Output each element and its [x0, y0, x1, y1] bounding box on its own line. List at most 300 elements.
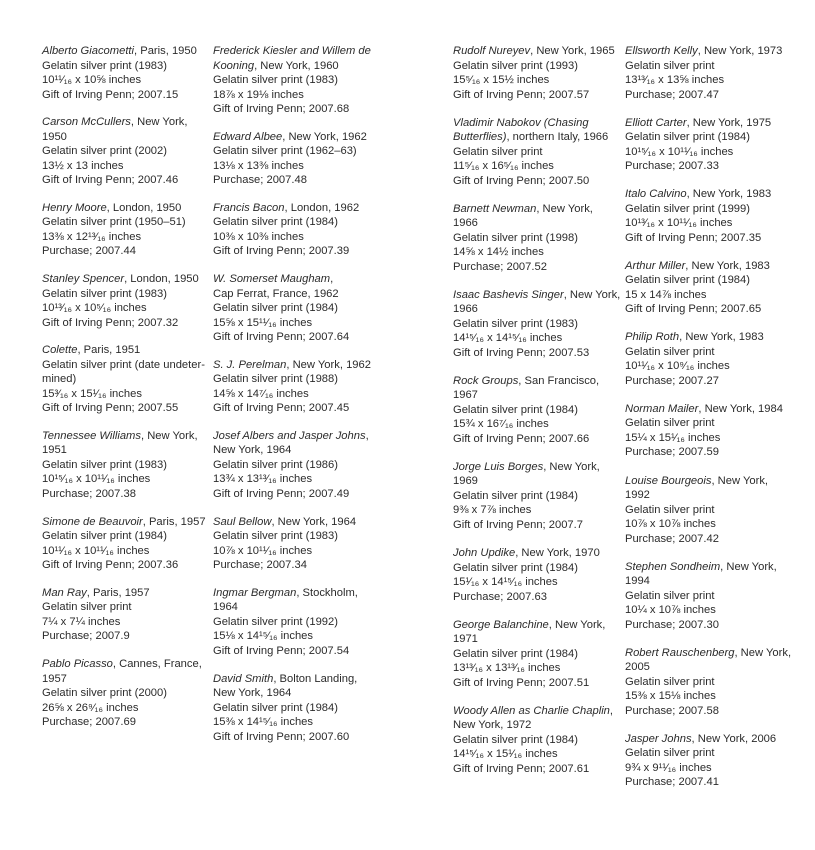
entry-credit: Purchase; 2007.63 [453, 590, 547, 603]
entry-credit: Gift of Irving Penn; 2007.55 [42, 402, 179, 415]
place-date: , [330, 273, 334, 286]
catalog-entry [625, 402, 795, 460]
place-date: , New York, 1962 [286, 358, 371, 371]
entry-dimensions: 15⅝ x 15¹¹⁄₁₆ inches [213, 316, 313, 329]
entry-dimensions: 10⅞ x 10¹¹⁄₁₆ inches [213, 544, 313, 557]
entry-dimensions: 15¹⁄₁₆ x 14¹⁵⁄₁₆ inches [453, 576, 558, 589]
entry-dimensions: 14⅝ x 14½ inches [453, 246, 544, 259]
catalog-entry [42, 44, 207, 102]
portrait-subject: Norman Mailer [625, 402, 699, 415]
entry-title-line [625, 44, 795, 59]
entry-credit: Purchase; 2007.38 [42, 487, 136, 500]
catalog-entry [42, 586, 207, 644]
entry-credit: Purchase; 2007.52 [453, 260, 547, 273]
entry-medium: Gelatin silver print (1983) [42, 287, 167, 300]
entry-title-line [42, 201, 207, 216]
entry-title-line [625, 488, 795, 503]
place-date: , Paris, 1951 [77, 344, 141, 357]
place-date: 1951 [42, 444, 67, 457]
entry-dimensions: 18⅞ x 19⅛ inches [213, 88, 304, 101]
entry-dimensions: 15⅜ x 15⅛ inches [625, 690, 716, 703]
place-date: , New York, [130, 116, 188, 129]
entry-medium: Gelatin silver print [625, 417, 715, 430]
entry-title-line [625, 660, 795, 675]
entry-title-line [453, 216, 618, 231]
entry-credit: Purchase; 2007.34 [213, 559, 307, 572]
entry-title-line [453, 44, 618, 59]
catalog-entry [625, 646, 795, 719]
catalog-column-1 [42, 44, 207, 743]
entry-medium: Gelatin silver print (1984) [453, 489, 578, 502]
place-date: , Paris, 1950 [134, 45, 197, 57]
entry-credit: Gift of Irving Penn; 2007.61 [453, 762, 590, 775]
entry-title-line [213, 686, 393, 701]
place-date: 1966 [453, 217, 478, 230]
catalog-entry [453, 618, 618, 691]
place-date: , New York, [720, 560, 777, 573]
place-date: , New York, [711, 474, 769, 487]
place-date: 1964 [213, 601, 238, 614]
entry-dimensions: 10¹⁵⁄₁₆ x 10¹¹⁄₁₆ inches [625, 145, 734, 158]
portrait-subject: Henry Moore [42, 201, 107, 214]
entry-credit: Gift of Irving Penn; 2007.15 [42, 88, 179, 101]
place-date: , New York, 1984 [698, 402, 783, 415]
entry-credit: Gift of Irving Penn; 2007.46 [42, 174, 179, 187]
entry-credit: Gift of Irving Penn; 2007.7 [453, 518, 583, 531]
entry-title-line [42, 343, 207, 358]
entry-credit: Purchase; 2007.69 [42, 716, 136, 728]
entry-title-line [42, 657, 207, 672]
place-date: , London, 1962 [284, 201, 360, 214]
entry-medium: Gelatin silver print (1988) [213, 373, 338, 386]
catalog-entry [453, 202, 618, 275]
portrait-subject: Edward Albee [213, 130, 283, 143]
entry-credit: Purchase; 2007.33 [625, 160, 719, 173]
portrait-subject: Rock Groups [453, 374, 519, 387]
place-date: , New York, [536, 202, 593, 215]
catalog-entry [625, 732, 795, 790]
catalog-entry [213, 272, 393, 345]
entry-medium: Gelatin silver print [625, 59, 715, 72]
entry-medium: Gelatin silver print [625, 589, 715, 602]
portrait-subject: Kooning [213, 59, 255, 72]
place-date: New York, 1964 [213, 444, 292, 457]
entry-dimensions: 10¹¹⁄₁₆ x 10⅝ inches [42, 74, 142, 86]
entry-medium: Gelatin silver print [625, 747, 715, 760]
portrait-subject: Saul Bellow [213, 515, 272, 528]
place-date: , New York, [543, 460, 600, 473]
entry-title-line [453, 374, 618, 389]
entry-credit: Gift of Irving Penn; 2007.60 [213, 730, 350, 743]
portrait-subject: Butterflies) [453, 131, 507, 144]
entry-title-line [42, 130, 207, 145]
entry-title-line [213, 672, 393, 687]
entry-title-line [42, 515, 207, 530]
catalog-entry [213, 429, 393, 502]
entry-dimensions: 10¹³⁄₁₆ x 10¹¹⁄₁₆ inches [625, 217, 733, 230]
catalog-entry [213, 672, 393, 745]
entry-credit: Purchase; 2007.47 [625, 88, 719, 101]
entry-dimensions: 14¹⁵⁄₁₆ x 15¹⁄₁₆ inches [453, 748, 558, 761]
catalog-entry [453, 44, 618, 102]
entry-title-line [213, 515, 393, 530]
entry-title-line [453, 632, 618, 647]
entry-dimensions: 10¹³⁄₁₆ x 10⁵⁄₁₆ inches [42, 302, 147, 315]
entry-title-line [625, 646, 795, 661]
portrait-subject: Tennessee Williams [42, 429, 141, 442]
place-date: , New York, 1965 [530, 45, 615, 57]
entry-dimensions: 10¹⁵⁄₁₆ x 10¹¹⁄₁₆ inches [42, 473, 151, 486]
entry-medium: Gelatin silver print (1984) [453, 733, 578, 746]
portrait-subject: Man Ray [42, 586, 87, 599]
entry-title-line [213, 586, 393, 601]
entry-dimensions: 14⅝ x 14⁷⁄₁₆ inches [213, 387, 309, 400]
catalog-entry [42, 515, 207, 573]
entry-credit: Purchase; 2007.27 [625, 374, 719, 387]
portrait-subject: Francis Bacon [213, 201, 285, 214]
place-date: , New York, 1983 [685, 259, 770, 272]
portrait-subject: Rudolf Nureyev [453, 45, 531, 57]
entry-dimensions: 15³⁄₁₆ x 15¹⁄₁₆ inches [42, 387, 142, 400]
entry-credit: Gift of Irving Penn; 2007.53 [453, 346, 590, 359]
entry-credit: Gift of Irving Penn; 2007.36 [42, 559, 179, 572]
entry-medium: Gelatin silver print (1984) [213, 701, 338, 714]
portrait-subject: Vladimir Nabokov (Chasing [453, 116, 589, 129]
place-date: , New York, [140, 429, 198, 442]
entry-medium: Gelatin silver print [625, 345, 715, 358]
place-date: 1966 [453, 303, 478, 316]
entry-medium: Gelatin silver print [625, 503, 715, 516]
entry-dimensions: 11⁵⁄₁₆ x 16⁵⁄₁₆ inches [453, 160, 554, 173]
entry-credit: Purchase; 2007.48 [213, 174, 307, 187]
catalog-entry [625, 187, 795, 245]
portrait-subject: John Updike [453, 547, 516, 560]
entry-dimensions: 15⅛ x 14¹⁵⁄₁₆ inches [213, 630, 313, 643]
catalog-entry [213, 44, 393, 117]
place-date: , Stockholm, [296, 586, 358, 599]
entry-medium: Gelatin silver print (1984) [213, 216, 338, 229]
entry-title-line [213, 201, 393, 216]
place-date: , [609, 704, 614, 717]
entry-credit: Gift of Irving Penn; 2007.35 [625, 231, 762, 244]
entry-title-line [453, 474, 618, 489]
entry-credit: Gift of Irving Penn; 2007.45 [213, 402, 350, 415]
catalog-entry [213, 358, 393, 416]
place-date: , London, 1950 [124, 273, 199, 286]
entry-medium: Gelatin silver print [453, 145, 543, 158]
catalog-entry [625, 330, 795, 388]
entry-medium: Gelatin silver print (1984) [453, 561, 578, 574]
entry-medium: Gelatin silver print (1983) [213, 74, 338, 86]
entry-title-line [453, 546, 618, 561]
portrait-subject: George Balanchine [453, 618, 549, 631]
portrait-subject: Arthur Miller [625, 259, 686, 272]
portrait-subject: Jasper Johns [625, 732, 692, 745]
place-date: 1969 [453, 475, 478, 488]
portrait-subject: Elliott Carter [625, 116, 687, 129]
portrait-subject: Carson McCullers [42, 116, 131, 129]
entry-title-line [625, 732, 795, 747]
place-date: New York, 1972 [453, 719, 532, 732]
place-date: 1950 [42, 130, 67, 143]
entry-medium: Gelatin silver print (1962–63) [213, 145, 357, 158]
entry-medium: Gelatin silver print (1984) [213, 302, 338, 315]
place-date: 1994 [625, 575, 650, 588]
entry-dimensions: 10⅜ x 10⅜ inches [213, 230, 304, 243]
place-date: New York, 1964 [213, 687, 292, 699]
entry-dimensions: 13¾ x 13¹³⁄₁₆ inches [213, 473, 313, 486]
place-date: , New York, 1973 [697, 45, 783, 57]
portrait-subject: Alberto Giacometti [42, 45, 135, 57]
entry-title-line [213, 443, 393, 458]
place-date: , New York, 1975 [686, 116, 772, 129]
entry-credit: Purchase; 2007.58 [625, 704, 719, 717]
entry-title-line [213, 429, 393, 444]
place-date: , New York, [734, 646, 792, 659]
entry-dimensions: 15¾ x 16⁷⁄₁₆ inches [453, 418, 549, 431]
catalog-entry [453, 546, 618, 604]
entry-medium: Gelatin silver print [42, 601, 132, 614]
catalog-entry [213, 130, 393, 188]
portrait-subject: Frederick Kiesler and Willem de [213, 45, 371, 57]
entry-title-line [453, 460, 618, 475]
entry-medium: mined) [42, 373, 77, 386]
entry-dimensions: 10¹¹⁄₁₆ x 10¹¹⁄₁₆ inches [42, 544, 150, 557]
place-date: , New York, [548, 618, 606, 631]
entry-medium: Gelatin silver print (date undeter- [42, 358, 205, 371]
entry-title-line [625, 116, 795, 131]
entry-credit: Gift of Irving Penn; 2007.68 [213, 103, 350, 115]
catalog-entry [625, 560, 795, 633]
place-date: , Cannes, France, [112, 658, 202, 670]
catalog-entry [625, 44, 795, 102]
place-date: , New York, 1983 [686, 188, 772, 201]
entry-medium: Gelatin silver print (1984) [625, 274, 750, 287]
entry-title-line [453, 288, 621, 303]
entry-credit: Gift of Irving Penn; 2007.50 [453, 174, 590, 187]
catalog-entry [453, 704, 618, 777]
portrait-subject: Josef Albers and Jasper Johns [213, 429, 366, 442]
catalog-entry [42, 343, 207, 416]
catalog-entry [453, 288, 621, 361]
place-date: , New York, 1964 [271, 515, 357, 528]
place-date: , New York, [563, 288, 621, 301]
portrait-subject: Stephen Sondheim [625, 560, 721, 573]
portrait-subject: Ingmar Bergman [213, 586, 297, 599]
catalog-entry [625, 474, 795, 547]
portrait-subject: Ellsworth Kelly [625, 45, 698, 57]
entry-title-line [453, 388, 618, 403]
entry-medium: Gelatin silver print (1992) [213, 615, 338, 628]
entry-title-line [42, 586, 207, 601]
place-date: , Bolton Landing, [273, 672, 358, 685]
entry-title-line [453, 718, 618, 733]
portrait-subject: Isaac Bashevis Singer [453, 288, 564, 301]
entry-dimensions: 9¾ x 9¹¹⁄₁₆ inches [625, 761, 712, 774]
portrait-subject: Robert Rauschenberg [625, 646, 735, 659]
entry-credit: Gift of Irving Penn; 2007.32 [42, 316, 179, 329]
portrait-subject: Italo Calvino [625, 188, 687, 201]
entry-medium: Gelatin silver print (1998) [453, 231, 578, 244]
entry-dimensions: 10⅞ x 10⅞ inches [625, 518, 716, 531]
place-date: , New York, 2006 [691, 732, 777, 745]
entry-title-line [213, 600, 393, 615]
entry-credit: Gift of Irving Penn; 2007.57 [453, 88, 590, 101]
place-date: , New York, 1960 [254, 59, 339, 72]
entry-dimensions: 15 x 14⅞ inches [625, 288, 707, 301]
catalog-column-2 [213, 44, 393, 757]
entry-title-line [42, 443, 207, 458]
place-date: , northern Italy, 1966 [506, 131, 609, 144]
entry-dimensions: 10¹¹⁄₁₆ x 10⁹⁄₁₆ inches [625, 360, 730, 373]
entry-title-line [213, 287, 393, 302]
catalog-entry [453, 116, 618, 189]
entry-title-line [213, 272, 393, 287]
catalog-entry [42, 657, 207, 730]
entry-dimensions: 13⅜ x 12¹³⁄₁₆ inches [42, 230, 142, 243]
entry-title-line [42, 272, 207, 287]
portrait-subject: Pablo Picasso [42, 658, 113, 670]
place-date: 1992 [625, 489, 650, 502]
entry-medium: Gelatin silver print (1993) [453, 59, 578, 72]
entry-title-line [453, 202, 618, 217]
entry-title-line [453, 130, 618, 145]
entry-title-line [42, 672, 207, 687]
portrait-subject: Louise Bourgeois [625, 474, 712, 487]
portrait-subject: S. J. Perelman [213, 358, 287, 371]
entry-dimensions: 13¹³⁄₁₆ x 13⅝ inches [625, 74, 725, 86]
entry-credit: Gift of Irving Penn; 2007.49 [213, 487, 350, 500]
place-date: 2005 [625, 661, 650, 674]
entry-title-line [625, 187, 795, 202]
entry-title-line [625, 574, 795, 589]
entry-medium: Gelatin silver print (2000) [42, 687, 167, 699]
entry-credit: Purchase; 2007.59 [625, 446, 719, 459]
place-date: , San Francisco, [518, 374, 600, 387]
place-date: Cap Ferrat, France, 1962 [213, 287, 339, 300]
entry-dimensions: 14¹⁵⁄₁₆ x 14¹⁵⁄₁₆ inches [453, 332, 563, 345]
entry-credit: Purchase; 2007.41 [625, 776, 719, 789]
entry-title-line [625, 330, 795, 345]
entry-medium: Gelatin silver print (1984) [42, 530, 167, 543]
entry-medium: Gelatin silver print (1983) [453, 317, 578, 330]
entry-dimensions: 15⅜ x 14¹⁵⁄₁₆ inches [213, 716, 313, 728]
entry-credit: Purchase; 2007.44 [42, 245, 136, 258]
entry-title-line [453, 618, 618, 633]
portrait-subject: Simone de Beauvoir [42, 515, 143, 528]
catalog-entry [42, 429, 207, 502]
place-date: 1957 [42, 672, 67, 685]
place-date: , London, 1950 [106, 201, 182, 214]
entry-credit: Gift of Irving Penn; 2007.65 [625, 303, 762, 316]
entry-credit: Gift of Irving Penn; 2007.54 [213, 644, 350, 657]
place-date: , New York, 1970 [515, 547, 600, 560]
place-date: , Paris, 1957 [142, 515, 206, 528]
entry-medium: Gelatin silver print (1983) [213, 530, 338, 543]
entry-medium: Gelatin silver print (1986) [213, 458, 338, 471]
place-date: , New York, 1983 [679, 331, 764, 344]
entry-title-line [625, 402, 795, 417]
catalog-entry [625, 259, 795, 317]
entry-medium: Gelatin silver print (2002) [42, 145, 167, 158]
catalog-column-4 [625, 44, 795, 803]
entry-medium: Gelatin silver print (1984) [453, 647, 578, 660]
catalog-entry [42, 272, 207, 330]
portrait-subject: Colette [42, 344, 78, 357]
catalog-entry [42, 201, 207, 259]
entry-title-line [213, 130, 393, 145]
place-date: , Paris, 1957 [86, 586, 150, 599]
catalog-entry [42, 115, 207, 188]
entry-credit: Gift of Irving Penn; 2007.39 [213, 245, 350, 258]
portrait-subject: Woody Allen as Charlie Chaplin [453, 704, 610, 717]
entry-title-line [453, 302, 618, 317]
entry-title-line [625, 259, 795, 274]
entry-dimensions: 7¼ x 7¼ inches [42, 615, 121, 628]
catalog-entry [625, 116, 795, 174]
entry-dimensions: 10¼ x 10⅞ inches [625, 604, 716, 617]
entry-medium: Gelatin silver print (1983) [42, 59, 167, 72]
entry-dimensions: 13⅛ x 13⅜ inches [213, 159, 304, 172]
entry-dimensions: 13½ x 13 inches [42, 159, 124, 172]
catalog-entry [213, 586, 393, 659]
entry-medium: Gelatin silver print (1984) [625, 131, 750, 144]
entry-title-line [453, 116, 618, 131]
portrait-subject: Jorge Luis Borges [453, 460, 544, 473]
entry-medium: Gelatin silver print (1983) [42, 458, 167, 471]
entry-credit: Purchase; 2007.30 [625, 618, 719, 631]
place-date: 1967 [453, 389, 478, 402]
entry-medium: Gelatin silver print (1999) [625, 202, 750, 215]
entry-medium: Gelatin silver print (1984) [453, 403, 578, 416]
entry-title-line [213, 44, 393, 59]
catalog-column-3 [453, 44, 621, 790]
entry-credit: Gift of Irving Penn; 2007.66 [453, 432, 590, 445]
portrait-subject: W. Somerset Maugham [213, 273, 331, 286]
entry-dimensions: 26⅝ x 26⁹⁄₁₆ inches [42, 701, 139, 714]
catalog-entry [213, 201, 393, 259]
entry-medium: Gelatin silver print (1950–51) [42, 216, 186, 229]
entry-title-line [42, 115, 207, 130]
catalog-entry [213, 515, 393, 573]
entry-credit: Purchase; 2007.9 [42, 630, 130, 643]
entry-credit: Gift of Irving Penn; 2007.51 [453, 676, 590, 689]
catalog-entry [453, 460, 618, 533]
place-date: , New York, 1962 [282, 130, 367, 143]
entry-credit: Purchase; 2007.42 [625, 532, 719, 545]
portrait-subject: Barnett Newman [453, 202, 537, 215]
entry-title-line [213, 358, 393, 373]
entry-dimensions: 13¹³⁄₁₆ x 13¹³⁄₁₆ inches [453, 662, 561, 675]
portrait-subject: Stanley Spencer [42, 273, 125, 286]
place-date: , [365, 429, 369, 442]
entry-title-line [625, 560, 795, 575]
entry-title-line [453, 704, 618, 719]
entry-title-line [42, 429, 207, 444]
portrait-subject: Philip Roth [625, 331, 680, 344]
entry-credit: Gift of Irving Penn; 2007.64 [213, 331, 350, 344]
entry-dimensions: 9⅜ x 7⅞ inches [453, 504, 532, 517]
entry-title-line [42, 44, 207, 59]
place-date: 1971 [453, 633, 478, 646]
entry-medium: Gelatin silver print [625, 675, 715, 688]
entry-dimensions: 15¼ x 15¹⁄₁₆ inches [625, 431, 721, 444]
entry-title-line [213, 59, 393, 74]
entry-dimensions: 15⁵⁄₁₆ x 15½ inches [453, 74, 550, 86]
portrait-subject: David Smith [213, 672, 274, 685]
entry-title-line [625, 474, 795, 489]
catalog-entry [453, 374, 618, 447]
